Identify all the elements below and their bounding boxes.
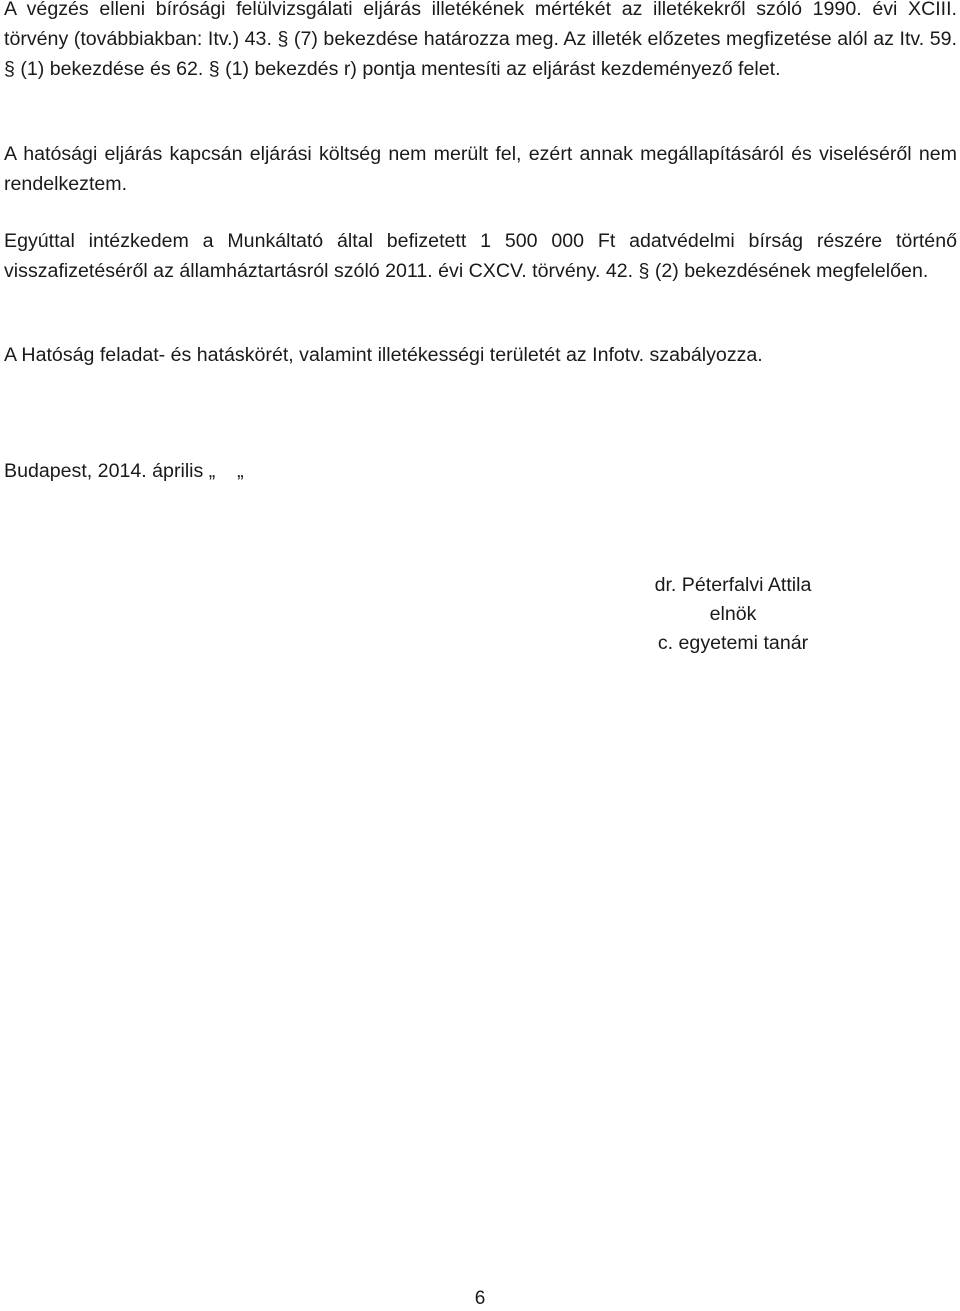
paragraph-appeal-fee: A végzés elleni bírósági felülvizsgálati eljárás illetékének mértékét az illetékekről szóló 1990. évi XCIII. törvény (továbbiakban: Itv.) 43. § (7) bekezdése határozza meg. Az illeték előzetes megfizetése alól az Itv. 59. § (1) bekezdése és 62. § (1) bekezdés r) pontja mentesíti az eljárást kezdeményező felet.	[4, 0, 957, 80]
page-number: 6	[474, 1288, 486, 1309]
place-and-date: Budapest, 2014. április „ „	[4, 460, 244, 482]
paragraph-authority-competence: A Hatóság feladat- és hatáskörét, valamint illetékességi területét az Infotv. szabályozza.	[4, 344, 763, 366]
signatory-name: dr. Péterfalvi Attila	[654, 574, 812, 596]
signatory-position: c. egyetemi tanár	[657, 632, 809, 654]
paragraph-procedural-costs: A hatósági eljárás kapcsán eljárási költség nem merült fel, ezért annak megállapításáról és viseléséről nem rendelkeztem.	[4, 143, 957, 195]
signatory-title: elnök	[709, 603, 757, 625]
paragraph-fine-refund: Egyúttal intézkedem a Munkáltató által befizetett 1 500 000 Ft adatvédelmi bírság részére történő visszafizetéséről az államháztartásról szóló 2011. évi CXCV. törvény. 42. § (2) bekezdésének megfelelően.	[4, 230, 957, 282]
signature-block	[603, 571, 863, 658]
